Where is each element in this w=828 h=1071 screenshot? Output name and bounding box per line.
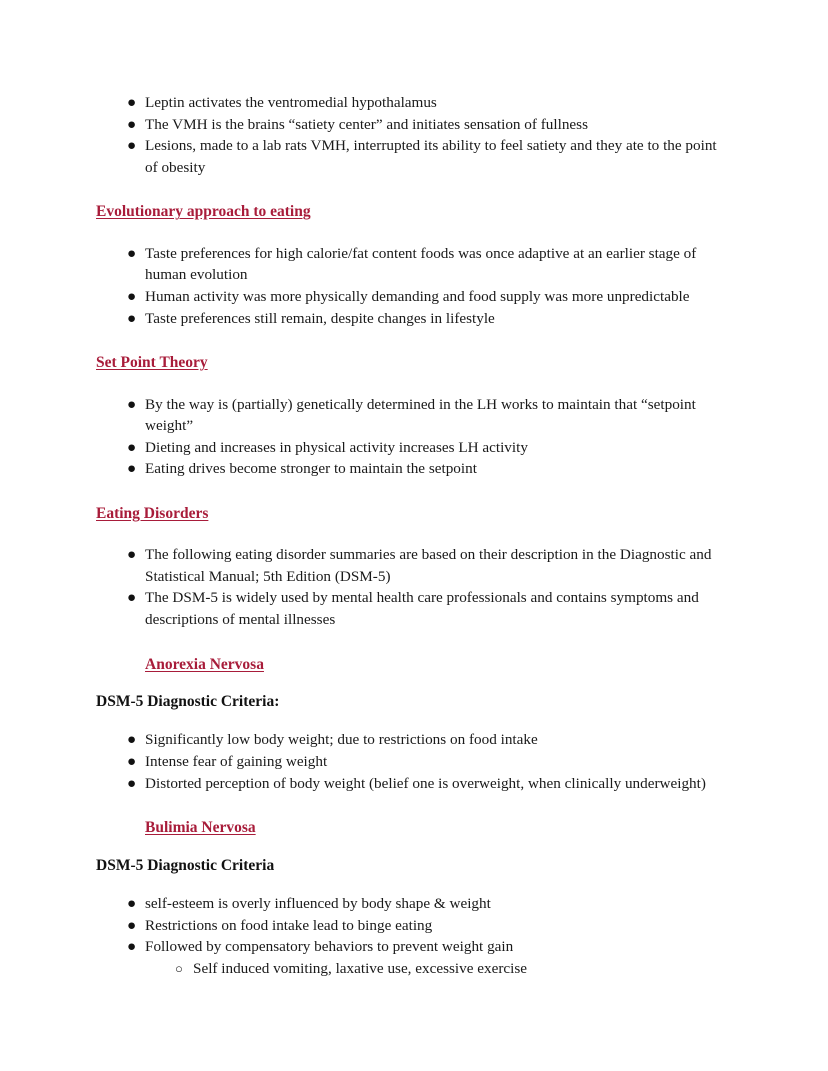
heading-text: Bulimia Nervosa xyxy=(145,819,256,837)
spacer xyxy=(96,480,732,504)
list-item xyxy=(96,308,732,330)
spacer xyxy=(96,329,732,353)
spacer xyxy=(96,794,732,818)
list-item-text: The following eating disorder summaries are based on their description in the Diagnostic and Statistical Manual; 5th Edition (DSM-5) xyxy=(145,546,712,585)
list-item-text: Dieting and increases in physical activity increases LH activity xyxy=(145,438,528,456)
spacer xyxy=(96,178,732,202)
list-item-text: Followed by compensatory behaviors to prevent weight gain xyxy=(145,938,514,956)
subheading-dsm5-criteria-bulimia: DSM-5 Diagnostic Criteria xyxy=(96,856,275,874)
bullet-list-intro-leptin xyxy=(96,92,732,178)
bullet-list-anorexia-nervosa xyxy=(96,729,732,794)
bullet-icon: ● xyxy=(127,244,137,262)
list-item xyxy=(96,437,732,459)
spacer xyxy=(96,711,732,729)
section-heading-evolutionary-approach xyxy=(96,202,732,221)
list-item xyxy=(96,394,732,437)
section-heading-bulimia-nervosa xyxy=(96,818,732,837)
list-item xyxy=(96,587,732,630)
heading-text: Evolutionary approach to eating xyxy=(96,203,311,221)
bullet-list-bulimia-nervosa xyxy=(96,893,732,979)
list-item-text: The DSM-5 is widely used by mental health care professionals and contains symptoms and descriptions of mental illnesses xyxy=(145,589,699,629)
bullet-icon: ● xyxy=(127,731,137,749)
bullet-icon: ● xyxy=(127,309,137,327)
spacer xyxy=(96,631,732,655)
list-item xyxy=(96,544,732,587)
bullet-list-eating-disorders xyxy=(96,544,732,630)
subheading-dsm5-criteria-anorexia: DSM-5 Diagnostic Criteria: xyxy=(96,693,280,710)
list-item xyxy=(96,773,732,795)
bullet-icon: ● xyxy=(127,774,137,792)
list-item-text: By the way is (partially) genetically determined in the LH works to maintain that “setpoint weight” xyxy=(145,395,696,435)
heading-text: Eating Disorders xyxy=(96,504,209,522)
bullet-icon: ● xyxy=(127,395,137,413)
list-item-text: The VMH is the brains “satiety center” and initiates sensation of fullness xyxy=(145,115,588,133)
list-item-text: Significantly low body weight; due to restrictions on food intake xyxy=(145,731,538,749)
bullet-list-set-point-theory xyxy=(96,394,732,480)
list-item-text: self-esteem is overly influenced by body shape & weight xyxy=(145,894,491,912)
bullet-icon: ● xyxy=(127,589,137,607)
list-item-text: Leptin activates the ventromedial hypothalamus xyxy=(145,94,437,111)
spacer xyxy=(96,838,732,856)
bullet-icon: ● xyxy=(127,938,137,956)
sub-list-item xyxy=(145,958,732,980)
spacer xyxy=(96,523,732,544)
list-item xyxy=(96,936,732,979)
bullet-icon: ● xyxy=(127,546,137,564)
list-item-text: Distorted perception of body weight (belief one is overweight, when clinically underweight) xyxy=(145,774,706,792)
list-item xyxy=(96,114,732,136)
list-item-text: Restrictions on food intake lead to binge eating xyxy=(145,916,433,934)
bullet-icon: ● xyxy=(127,94,137,111)
list-item-text: Taste preferences for high calorie/fat content foods was once adaptive at an earlier stage of human evolution xyxy=(145,244,697,284)
list-item xyxy=(96,243,732,286)
section-heading-anorexia-nervosa xyxy=(96,655,732,674)
list-item-text: Human activity was more physically demanding and food supply was more unpredictable xyxy=(145,287,690,305)
spacer xyxy=(96,875,732,893)
hollow-bullet-icon: ○ xyxy=(175,960,183,976)
bullet-icon: ● xyxy=(127,894,137,912)
list-item xyxy=(96,458,732,480)
list-item-text: Intense fear of gaining weight xyxy=(145,752,328,770)
sub-bullet-list-bulimia-compensatory xyxy=(145,958,732,980)
section-heading-eating-disorders xyxy=(96,504,732,523)
list-item xyxy=(96,893,732,915)
bullet-icon: ● xyxy=(127,916,137,934)
list-item xyxy=(96,751,732,773)
list-item xyxy=(96,729,732,751)
list-item xyxy=(96,915,732,937)
bullet-icon: ● xyxy=(127,115,137,133)
spacer xyxy=(96,674,732,692)
bullet-icon: ● xyxy=(127,460,137,478)
list-item-text: Lesions, made to a lab rats VMH, interrupted its ability to feel satiety and they ate to the point of obesity xyxy=(145,137,717,176)
list-item xyxy=(96,286,732,308)
heading-text: Set Point Theory xyxy=(96,354,208,372)
sub-list-item-text: Self induced vomiting, laxative use, excessive exercise xyxy=(193,959,528,977)
spacer xyxy=(96,222,732,243)
list-item xyxy=(96,135,732,178)
bullet-icon: ● xyxy=(127,438,137,456)
section-heading-set-point-theory xyxy=(96,353,732,372)
spacer xyxy=(96,373,732,394)
bullet-list-evolutionary-approach xyxy=(96,243,732,329)
bullet-icon: ● xyxy=(127,137,137,155)
bullet-icon: ● xyxy=(127,752,137,770)
list-item xyxy=(96,92,732,114)
bullet-icon: ● xyxy=(127,287,137,305)
heading-text: Anorexia Nervosa xyxy=(145,655,264,673)
list-item-text: Eating drives become stronger to maintain the setpoint xyxy=(145,460,477,478)
document-body xyxy=(96,92,732,979)
list-item-text: Taste preferences still remain, despite changes in lifestyle xyxy=(145,309,495,327)
